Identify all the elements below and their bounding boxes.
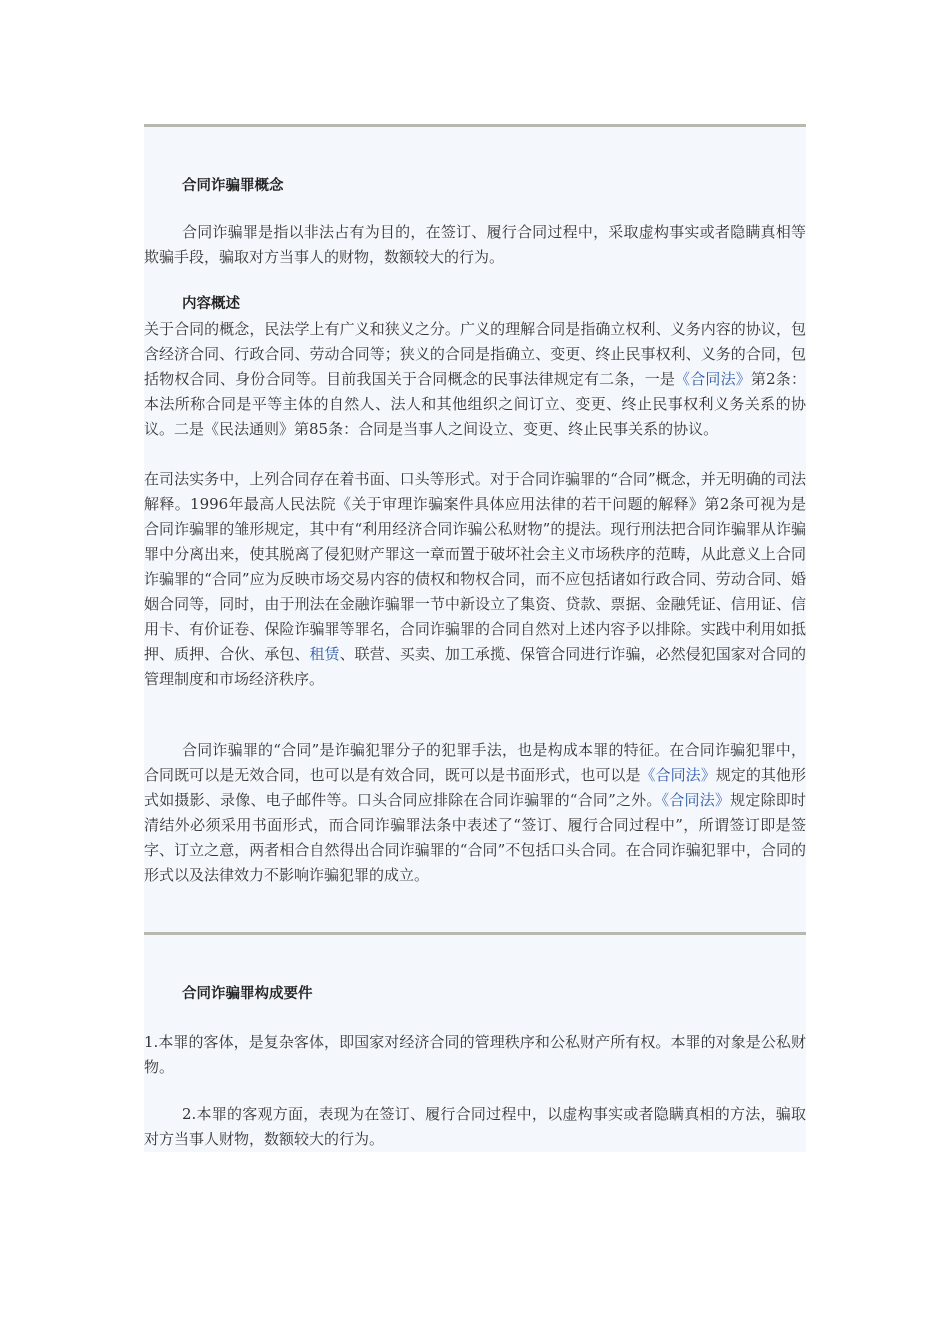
form-text: 规定的其他形式如摄影、录像、电子邮件等。口头合同应排除在合同诈骗罪的“合同”之外。 <box>144 766 806 809</box>
overview-paragraph-1 <box>144 317 806 442</box>
concept-section <box>144 124 806 932</box>
overview-heading: 内容概述 <box>182 296 240 312</box>
section-title: 合同诈骗罪构成要件 <box>182 986 313 1002</box>
contract-law-link[interactable]: 《合同法》 <box>675 370 751 388</box>
elements-section <box>144 932 806 1152</box>
overview-text: 关于合同的概念，民法学上有广义和狭义之分。广义的理解合同是指确立权利、义务内容的协议，包含经济合同、行政合同、劳动合同等；狭义的合同是指确立、变更、终止民事权利、义务的合同，包括物权合同、身份合同等。目前我国关于合同概念的民事法律规定有二条，一是 <box>144 320 806 388</box>
contract-law-link[interactable]: 《合同法》 <box>661 791 731 809</box>
definition-paragraph: 合同诈骗罪是指以非法占有为目的，在签订、履行合同过程中，采取虚构事实或者隐瞒真相等欺骗手段，骗取对方当事人的财物，数额较大的行为。 <box>144 223 806 266</box>
contract-form-paragraph <box>144 738 806 888</box>
lease-link[interactable]: 租赁 <box>309 645 340 663</box>
overview-paragraph-2 <box>144 467 806 692</box>
contract-law-link[interactable]: 《合同法》 <box>640 766 716 784</box>
section-divider <box>144 124 806 127</box>
form-text: 合同诈骗罪的“合同”是诈骗犯罪分子的犯罪手法，也是构成本罪的特征。在合同诈骗犯罪中，合同既可以是无效合同，也可以是有效合同，既可以是书面形式，也可以是 <box>144 741 806 784</box>
element-item-2: 2.本罪的客观方面，表现为在签订、履行合同过程中，以虚构事实或者隐瞒真相的方法，骗取对方当事人财物，数额较大的行为。 <box>144 1105 806 1148</box>
overview-text: 第2条：本法所称合同是平等主体的自然人、法人和其他组织之间订立、变更、终止民事权利义务关系的协议。二是《民法通则》第85条：合同是当事人之间设立、变更、终止民事关系的协议。 <box>144 370 806 438</box>
section-divider <box>144 932 806 935</box>
element-item-1: 1.本罪的客体，是复杂客体，即国家对经济合同的管理秩序和公私财产所有权。本罪的对象是公私财物。 <box>144 1033 806 1076</box>
overview-text: 在司法实务中，上列合同存在着书面、口头等形式。对于合同诈骗罪的“合同”概念，并无明确的司法解释。1996年最高人民法院《关于审理诈骗案件具体应用法律的若干问题的解释》第2条可视为是合同诈骗罪的雏形规定，其中有“利用经济合同诈骗公私财物”的提法。现行刑法把合同诈骗罪从诈骗罪中分离出来，使其脱离了侵犯财产罪这一章而置于破坏社会主义市场秩序的范畴，从此意义上合同诈骗罪的“合同”应为反映市场交易内容的债权和物权合同，而不应包括诸如行政合同、劳动合同、婚姻合同等，同时，由于刑法在金融诈骗罪一节中新设立了集资、贷款、票据、金融凭证、信用证、信用卡、有价证卷、保险诈骗罪等罪名，合同诈骗罪的合同自然对上述内容予以排除。实践中利用如抵押、质押、合伙、承包、 <box>144 470 806 663</box>
section-title: 合同诈骗罪概念 <box>182 178 284 194</box>
overview-text: 、联营、买卖、加工承揽、保管合同进行诈骗，必然侵犯国家对合同的管理制度和市场经济秩序。 <box>144 645 806 688</box>
form-text: 规定除即时清结外必须采用书面形式，而合同诈骗罪法条中表述了“签订、履行合同过程中”，所谓签订即是签字、订立之意，两者相合自然得出合同诈骗罪的“合同”不包括口头合同。在合同诈骗犯罪中，合同的形式以及法律效力不影响诈骗犯罪的成立。 <box>144 791 806 884</box>
